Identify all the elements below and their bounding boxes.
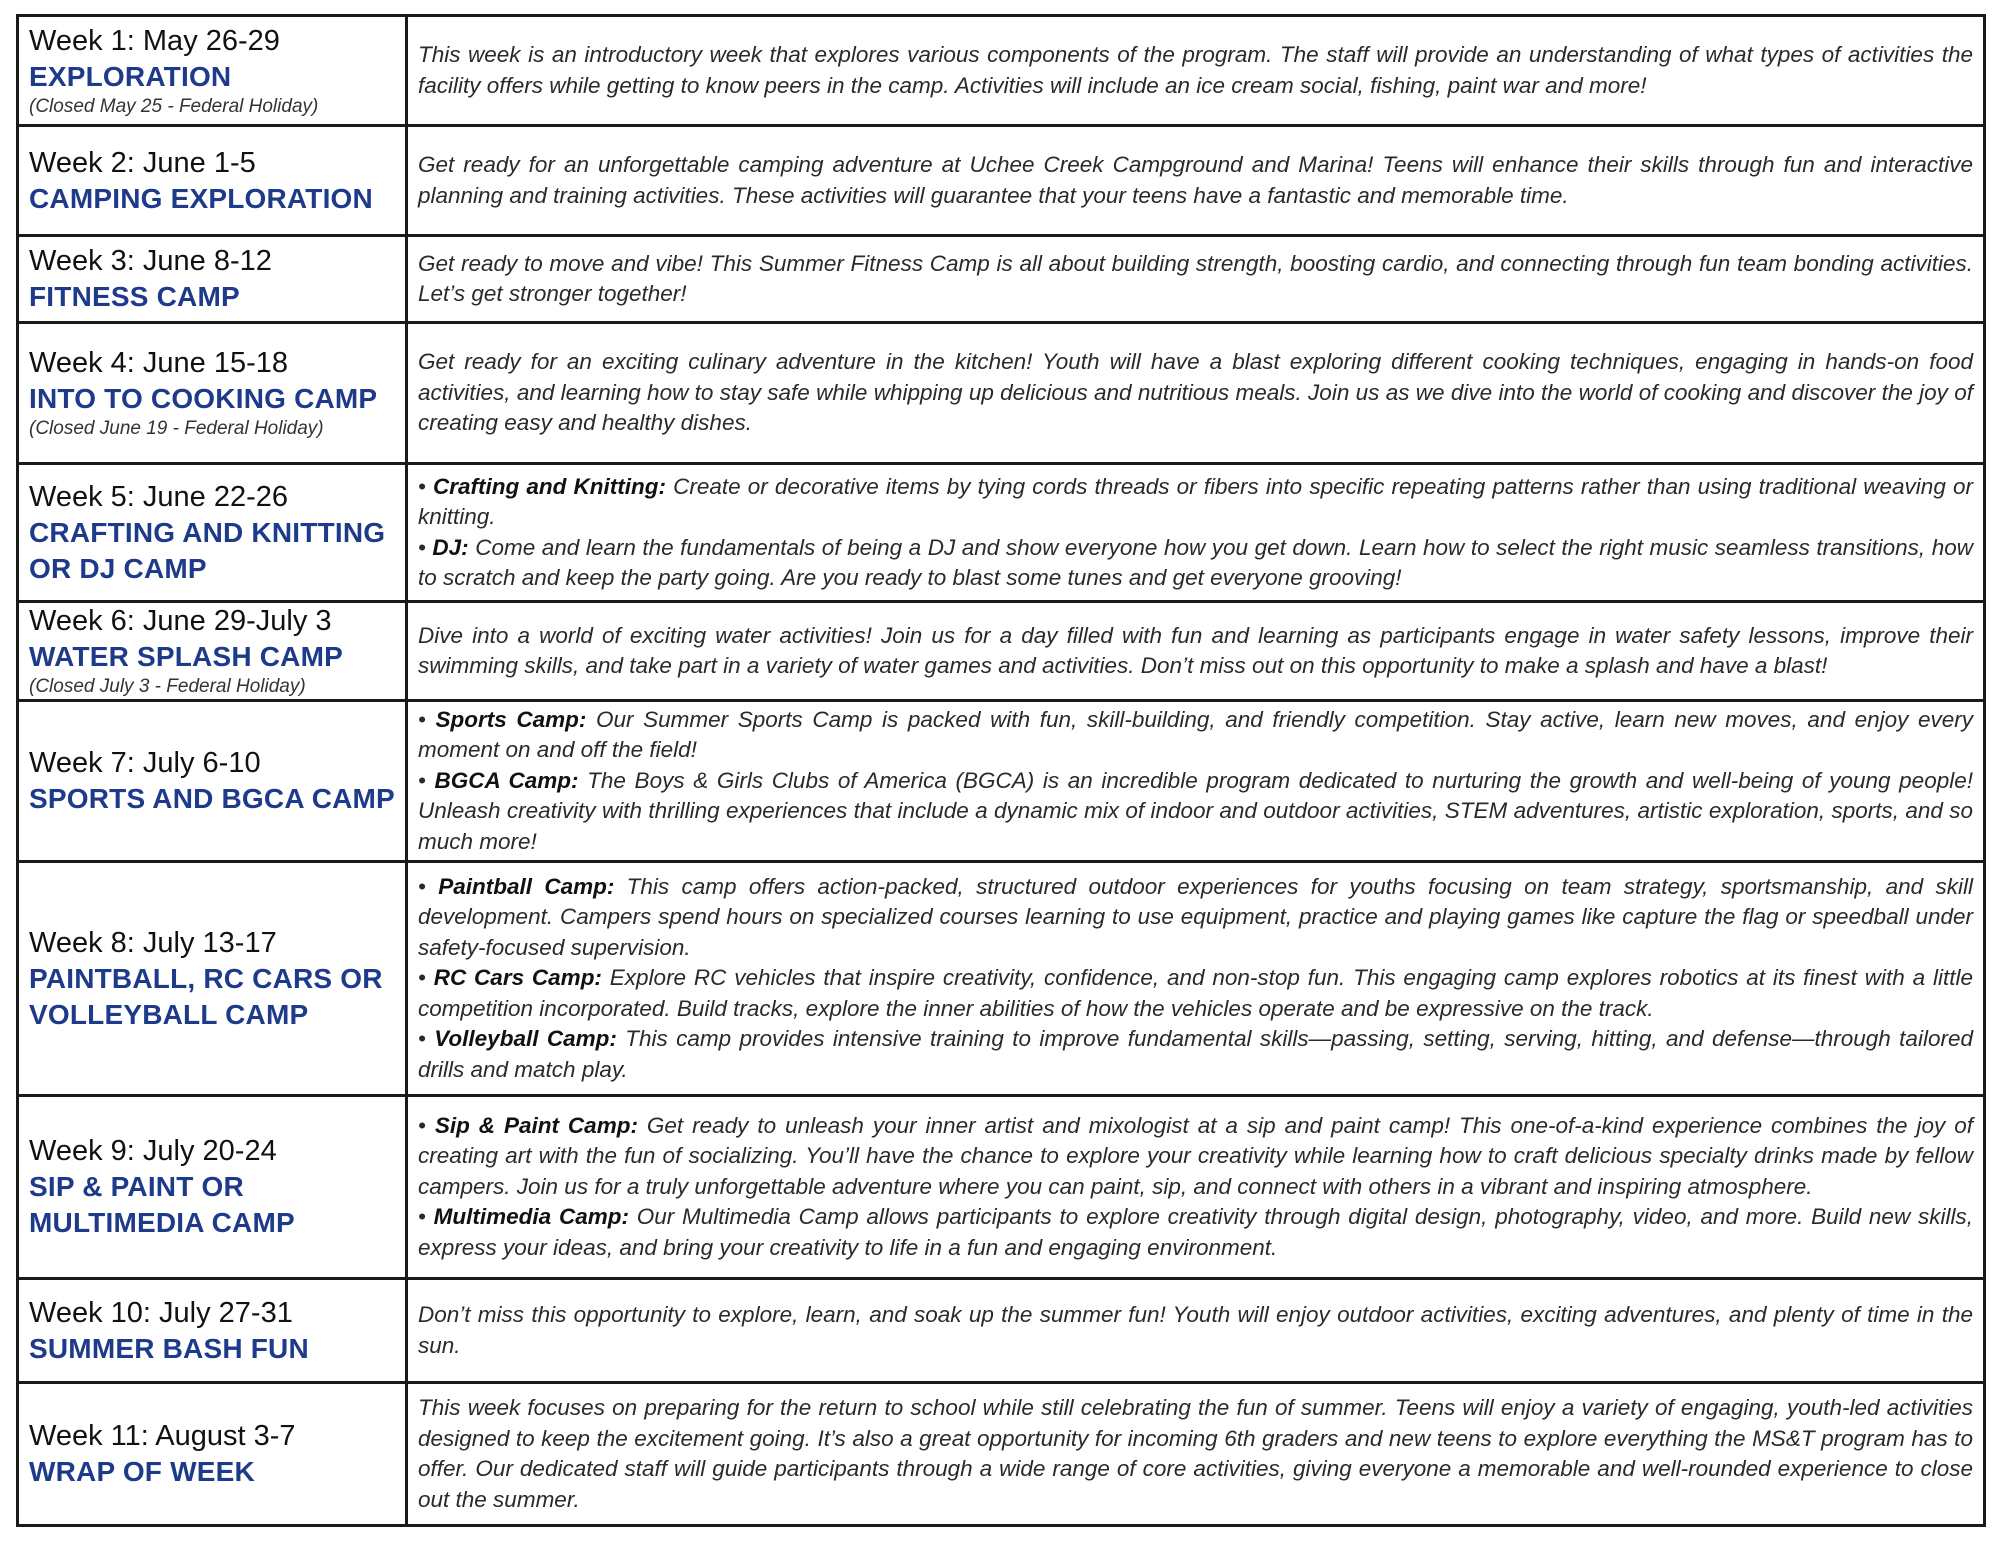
bullet-text: Our Multimedia Camp allows participants to explore creativity through digital design, photography, video, and more. Build new skills, express your ideas, and bring your creativity to life in a fun and engaging environment. xyxy=(418,1204,1973,1260)
week-dates: Week 8: July 13-17 xyxy=(29,926,277,959)
camp-title: FITNESS CAMP xyxy=(29,281,240,312)
description-cell xyxy=(407,236,1985,323)
camp-title: WRAP OF WEEK xyxy=(29,1456,255,1487)
description-cell xyxy=(407,862,1985,1096)
table-row xyxy=(18,126,1985,236)
week-cell xyxy=(18,323,407,464)
week-dates: Week 2: June 1-5 xyxy=(29,146,256,179)
week-cell xyxy=(18,464,407,602)
description-cell xyxy=(407,701,1985,862)
description-cell xyxy=(407,1383,1985,1526)
week-cell xyxy=(18,701,407,862)
week-cell xyxy=(18,1096,407,1279)
description-text: Get ready to move and vibe! This Summer Fitness Camp is all about building strength, boosting cardio, and connecting through fun team bonding activities. Let’s get stronger together! xyxy=(418,250,1973,306)
week-dates: Week 11: August 3-7 xyxy=(29,1420,296,1452)
camp-description xyxy=(418,621,1973,682)
bullet-item: • DJ: Come and learn the fundamentals of being a DJ and show everyone how you get down. Learn how to select the right music seamless transitions, how to scratch and keep the party going. Are you ready to blast some tunes and get everyone grooving! xyxy=(418,534,1973,590)
camp-title: PAINTBALL, RC CARS OR VOLLEYBALL CAMP xyxy=(29,962,383,1030)
camp-title: CRAFTING AND KNITTING OR DJ CAMP xyxy=(29,516,386,584)
camp-description xyxy=(418,150,1973,211)
bullet-text: This camp offers action-packed, structured outdoor experiences for youths focusing on team strategy, sportsmanship, and skill development. Campers spend hours on specialized courses learning to use equipment, practice and playing games like capture the flag or speedball under safety-focused supervision. xyxy=(418,873,1973,960)
description-cell xyxy=(407,1096,1985,1279)
bullet-title: Multimedia Camp: xyxy=(433,1204,629,1230)
holiday-note: (Closed June 19 - Federal Holiday) xyxy=(29,418,324,439)
description-cell xyxy=(407,16,1985,126)
bullet-title: Sip & Paint Camp: xyxy=(434,1112,638,1138)
week-dates: Week 6: June 29-July 3 xyxy=(29,605,332,637)
camp-description xyxy=(418,1300,1973,1361)
description-text: Dive into a world of exciting water activities! Join us for a day filled with fun and learning as participants engage in water safety lessons, improve their swimming skills, and take part in a variety of water games and activities. Don’t miss out on this opportunity to make a splash and have a blast! xyxy=(418,622,1973,678)
holiday-note: (Closed May 25 - Federal Holiday) xyxy=(29,95,319,117)
week-cell xyxy=(18,602,407,701)
camp-title: SPORTS AND BGCA CAMP xyxy=(29,783,395,814)
camp-description xyxy=(418,1111,1973,1264)
table-row xyxy=(18,701,1985,862)
camp-description xyxy=(418,1393,1973,1515)
bullet-text: Come and learn the fundamentals of being a DJ and show everyone how you get down. Learn how to select the right music seamless transitions, how to scratch and keep the party going. Are you ready to blast some tunes and get everyone grooving! xyxy=(418,534,1973,590)
description-text: Don’t miss this opportunity to explore, learn, and soak up the summer fun! Youth will enjoy outdoor activities, exciting adventures, and plenty of time in the sun. xyxy=(418,1302,1973,1358)
bullet-text: The Boys & Girls Clubs of America (BGCA) is an incredible program dedicated to nurturing the growth and well-being of young people! Unleash creativity with thrilling experiences that include a dynamic mix of indoor and outdoor activities, STEM adventures, artistic exploration, sports, and so much more! xyxy=(418,767,1973,854)
camp-title: SIP & PAINT OR MULTIMEDIA CAMP xyxy=(29,1171,295,1238)
camp-description xyxy=(418,40,1973,101)
week-dates: Week 5: June 22-26 xyxy=(29,480,289,513)
description-text: Get ready for an exciting culinary adventure in the kitchen! Youth will have a blast exploring different cooking techniques, engaging in hands-on food activities, and learning how to stay safe while whipping up delicious and nutritious meals. Join us as we dive into the world of cooking and discover the joy of creating easy and healthy dishes. xyxy=(418,349,1973,436)
camp-schedule-table xyxy=(16,14,1986,1527)
bullet-text: Our Summer Sports Camp is packed with fun, skill-building, and friendly competition. Stay active, learn new moves, and enjoy every moment on and off the field! xyxy=(418,706,1973,763)
description-cell xyxy=(407,126,1985,236)
description-text: This week is an introductory week that explores various components of the program. The staff will provide an understanding of what types of activities the facility offers while getting to know peers in the camp. Activities will include an ice cream social, fishing, paint war and more! xyxy=(418,42,1973,98)
camp-title: INTO TO COOKING CAMP xyxy=(29,383,378,414)
camp-title: EXPLORATION xyxy=(29,60,232,92)
week-cell xyxy=(18,16,407,126)
week-cell xyxy=(18,1383,407,1526)
bullet-text: Explore RC vehicles that inspire creativity, confidence, and non-stop fun. This engaging camp explores robotics at its finest with a little competition incorporated. Build tracks, explore the inner abilities of how the vehicles operate and be expressive on the track. xyxy=(418,965,1973,1021)
table-row xyxy=(18,1096,1985,1279)
table-row xyxy=(18,236,1985,323)
week-dates: Week 10: July 27-31 xyxy=(29,1296,293,1329)
week-dates: Week 4: June 15-18 xyxy=(29,347,289,379)
description-text: Get ready for an unforgettable camping adventure at Uchee Creek Campground and Marina! Teens will enhance their skills through fun and interactive planning and training activities. These activities will guarantee that your teens have a fantastic and memorable time. xyxy=(418,152,1973,208)
bullet-title: DJ: xyxy=(432,534,469,560)
week-dates: Week 7: July 6-10 xyxy=(29,747,261,779)
camp-description xyxy=(418,249,1973,310)
camp-description xyxy=(418,472,1973,594)
table-row xyxy=(18,862,1985,1096)
bullet-title: Sports Camp: xyxy=(435,706,587,732)
week-cell xyxy=(18,1279,407,1383)
bullet-title: Crafting and Knitting: xyxy=(433,473,666,499)
description-cell xyxy=(407,323,1985,464)
schedule-body xyxy=(18,16,1985,1526)
bullet-item: • Paintball Camp: This camp offers action-packed, structured outdoor experiences for youths focusing on team strategy, sportsmanship, and skill development. Campers spend hours on specialized courses learning to use equipment, practice and playing games like capture the flag or speedball under safety-focused supervision. xyxy=(418,873,1973,960)
camp-description xyxy=(418,347,1973,439)
bullet-text: Create or decorative items by tying cords threads or fibers into specific repeating patterns rather than using traditional weaving or knitting. xyxy=(418,473,1973,529)
holiday-note: (Closed July 3 - Federal Holiday) xyxy=(29,676,306,697)
bullet-title: RC Cars Camp: xyxy=(433,965,602,991)
camp-description xyxy=(418,872,1973,1086)
table-row xyxy=(18,1383,1985,1526)
table-row xyxy=(18,16,1985,126)
bullet-item: • Sports Camp: Our Summer Sports Camp is packed with fun, skill-building, and friendly competition. Stay active, learn new moves, and enjoy every moment on and off the field! xyxy=(418,706,1973,763)
bullet-item: • Volleyball Camp: This camp provides intensive training to improve fundamental skills—passing, setting, serving, hitting, and defense—through tailored drills and match play. xyxy=(418,1026,1973,1082)
table-row xyxy=(18,602,1985,701)
week-cell xyxy=(18,862,407,1096)
description-text: This week focuses on preparing for the return to school while still celebrating the fun of summer. Teens will enjoy a variety of engaging, youth-led activities designed to keep the excitement going. It’s also a great opportunity for incoming 6th graders and new teens to explore everything the MS&T program has to offer. Our dedicated staff will guide participants through a wide range of core activities, giving everyone a memorable and well-rounded experience to close out the summer. xyxy=(418,1395,1973,1512)
camp-title: WATER SPLASH CAMP xyxy=(29,641,343,672)
table-row xyxy=(18,464,1985,602)
camp-description xyxy=(418,705,1973,858)
table-row xyxy=(18,323,1985,464)
week-cell xyxy=(18,236,407,323)
camp-title: SUMMER BASH FUN xyxy=(29,1332,309,1364)
bullet-text: This camp provides intensive training to improve fundamental skills—passing, setting, serving, hitting, and defense—through tailored drills and match play. xyxy=(418,1026,1973,1082)
bullet-title: Paintball Camp: xyxy=(438,873,615,899)
description-cell xyxy=(407,464,1985,602)
bullet-item: • Multimedia Camp: Our Multimedia Camp allows participants to explore creativity through digital design, photography, video, and more. Build new skills, express your ideas, and bring your creativity to life in a fun and engaging environment. xyxy=(418,1204,1973,1260)
table-row xyxy=(18,1279,1985,1383)
camp-title: CAMPING EXPLORATION xyxy=(29,182,373,214)
bullet-item: • Crafting and Knitting: Create or decorative items by tying cords threads or fibers into specific repeating patterns rather than using traditional weaving or knitting. xyxy=(418,473,1973,529)
description-cell xyxy=(407,1279,1985,1383)
week-dates: Week 9: July 20-24 xyxy=(29,1135,277,1167)
week-dates: Week 3: June 8-12 xyxy=(29,245,272,277)
week-cell xyxy=(18,126,407,236)
bullet-text: Get ready to unleash your inner artist and mixologist at a sip and paint camp! This one-of-a-kind experience combines the joy of creating art with the fun of socializing. You’ll have the chance to explore your creativity while learning how to craft delicious specialty drinks made by fellow campers. Join us for a truly unforgettable adventure where you can paint, sip, and connect with others in a vibrant and inspiring atmosphere. xyxy=(418,1112,1973,1199)
description-cell xyxy=(407,602,1985,701)
bullet-item: • BGCA Camp: The Boys & Girls Clubs of America (BGCA) is an incredible program dedicated to nurturing the growth and well-being of young people! Unleash creativity with thrilling experiences that include a dynamic mix of indoor and outdoor activities, STEM adventures, artistic exploration, sports, and so much more! xyxy=(418,767,1973,854)
bullet-item: • RC Cars Camp: Explore RC vehicles that inspire creativity, confidence, and non-stop fun. This engaging camp explores robotics at its finest with a little competition incorporated. Build tracks, explore the inner abilities of how the vehicles operate and be expressive on the track. xyxy=(418,965,1973,1021)
week-dates: Week 1: May 26-29 xyxy=(29,24,280,57)
bullet-title: BGCA Camp: xyxy=(434,767,579,793)
bullet-item: • Sip & Paint Camp: Get ready to unleash your inner artist and mixologist at a sip and paint camp! This one-of-a-kind experience combines the joy of creating art with the fun of socializing. You’ll have the chance to explore your creativity while learning how to craft delicious specialty drinks made by fellow campers. Join us for a truly unforgettable adventure where you can paint, sip, and connect with others in a vibrant and inspiring atmosphere. xyxy=(418,1112,1973,1199)
bullet-title: Volleyball Camp: xyxy=(434,1026,617,1052)
